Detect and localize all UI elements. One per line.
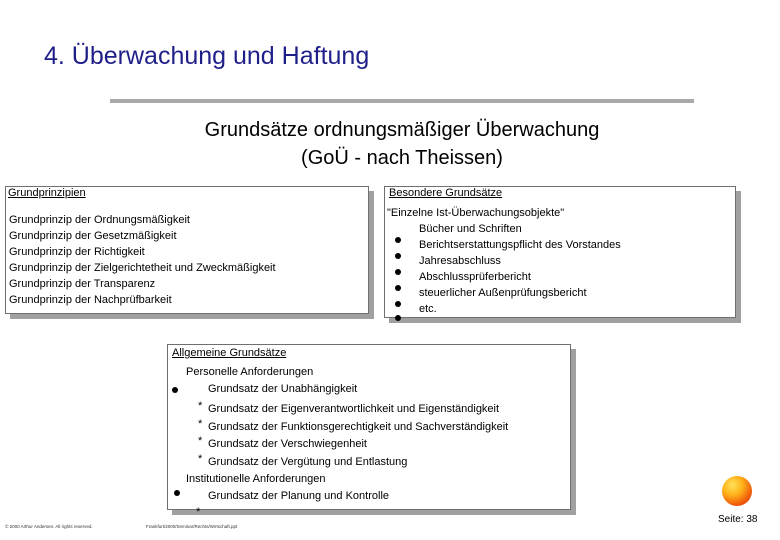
- bullet-icon: [395, 253, 401, 259]
- list-item: Bücher und Schriften: [419, 223, 522, 235]
- list-item: Grundprinzip der Richtigkeit: [9, 246, 145, 258]
- bullet-icon: [395, 269, 401, 275]
- list-item: Grundprinzip der Nachprüfbarkeit: [9, 294, 172, 306]
- logo-orb-icon: [722, 476, 752, 506]
- institutional-heading: Institutionelle Anforderungen: [186, 473, 326, 485]
- box-intro: "Einzelne Ist-Überwachungsobjekte": [387, 207, 565, 219]
- title-divider: [110, 99, 694, 103]
- personal-heading: Personelle Anforderungen: [186, 366, 314, 378]
- besondere-grundsaetze-box: [384, 186, 736, 318]
- subtitle-line-1: Grundsätze ordnungsmäßiger Überwachung: [204, 119, 600, 141]
- subtitle: [110, 116, 694, 172]
- list-item: Grundsatz der Vergütung und Entlastung: [208, 456, 408, 468]
- subtitle-line-2: (GoÜ - nach Theissen): [301, 147, 503, 169]
- box-title: Besondere Grundsätze: [389, 187, 503, 199]
- list-item: Grundprinzip der Ordnungsmäßigkeit: [9, 214, 190, 226]
- list-item: steuerlicher Außenprüfungsbericht: [419, 287, 587, 299]
- list-item: Grundsatz der Funktionsgerechtigkeit und Sachverständigkeit: [208, 421, 509, 433]
- bullet-icon: [395, 315, 401, 321]
- list-item: Abschlussprüferbericht: [419, 271, 531, 283]
- bullet-icon: [174, 490, 180, 496]
- box-title: Allgemeine Grundsätze: [172, 347, 287, 359]
- box-title: Grundprinzipien: [8, 187, 86, 199]
- bullet-icon: [395, 237, 401, 243]
- star-marker: *: [198, 400, 203, 412]
- list-item: Berichtserstattungspflicht des Vorstandes: [419, 239, 621, 251]
- list-item: Grundsatz der Unabhängigkeit: [208, 383, 358, 395]
- list-item: Grundsatz der Eigenverantwortlichkeit und Eigenständigkeit: [208, 403, 500, 415]
- bullet-icon: [395, 301, 401, 307]
- footer-copyright: © 2000 Arthur Andersen. All rights reserved.: [5, 524, 93, 529]
- list-item: etc.: [419, 303, 437, 315]
- bullet-icon: [172, 387, 178, 393]
- besondere-list: [419, 221, 621, 317]
- list-item: Grundprinzip der Zielgerichtetheit und Zweckmäßigkeit: [9, 262, 276, 274]
- list-item: Grundsatz der Verschwiegenheit: [208, 438, 367, 450]
- star-marker: *: [198, 435, 203, 447]
- grundprinzipien-box: [5, 186, 369, 314]
- allgemeine-grundsaetze-box: [167, 344, 571, 518]
- grundprinzipien-list: [9, 212, 276, 308]
- page-number: Seite: 38: [718, 514, 758, 525]
- list-item: Jahresabschluss: [419, 255, 501, 267]
- list-item: Grundprinzip der Gesetzmäßigkeit: [9, 230, 177, 242]
- slide-title: 4. Überwachung und Haftung: [44, 42, 370, 70]
- list-item: Grundsatz der Planung und Kontrolle: [208, 490, 390, 502]
- star-marker: *: [196, 506, 201, 518]
- star-marker: *: [198, 453, 203, 465]
- bullet-icon: [395, 285, 401, 291]
- footer-file: Frankfurt/2000/Seminar/Rechts/Wirtschaft.ppt: [146, 524, 238, 529]
- list-item: Grundprinzip der Transparenz: [9, 278, 156, 290]
- star-marker: *: [198, 418, 203, 430]
